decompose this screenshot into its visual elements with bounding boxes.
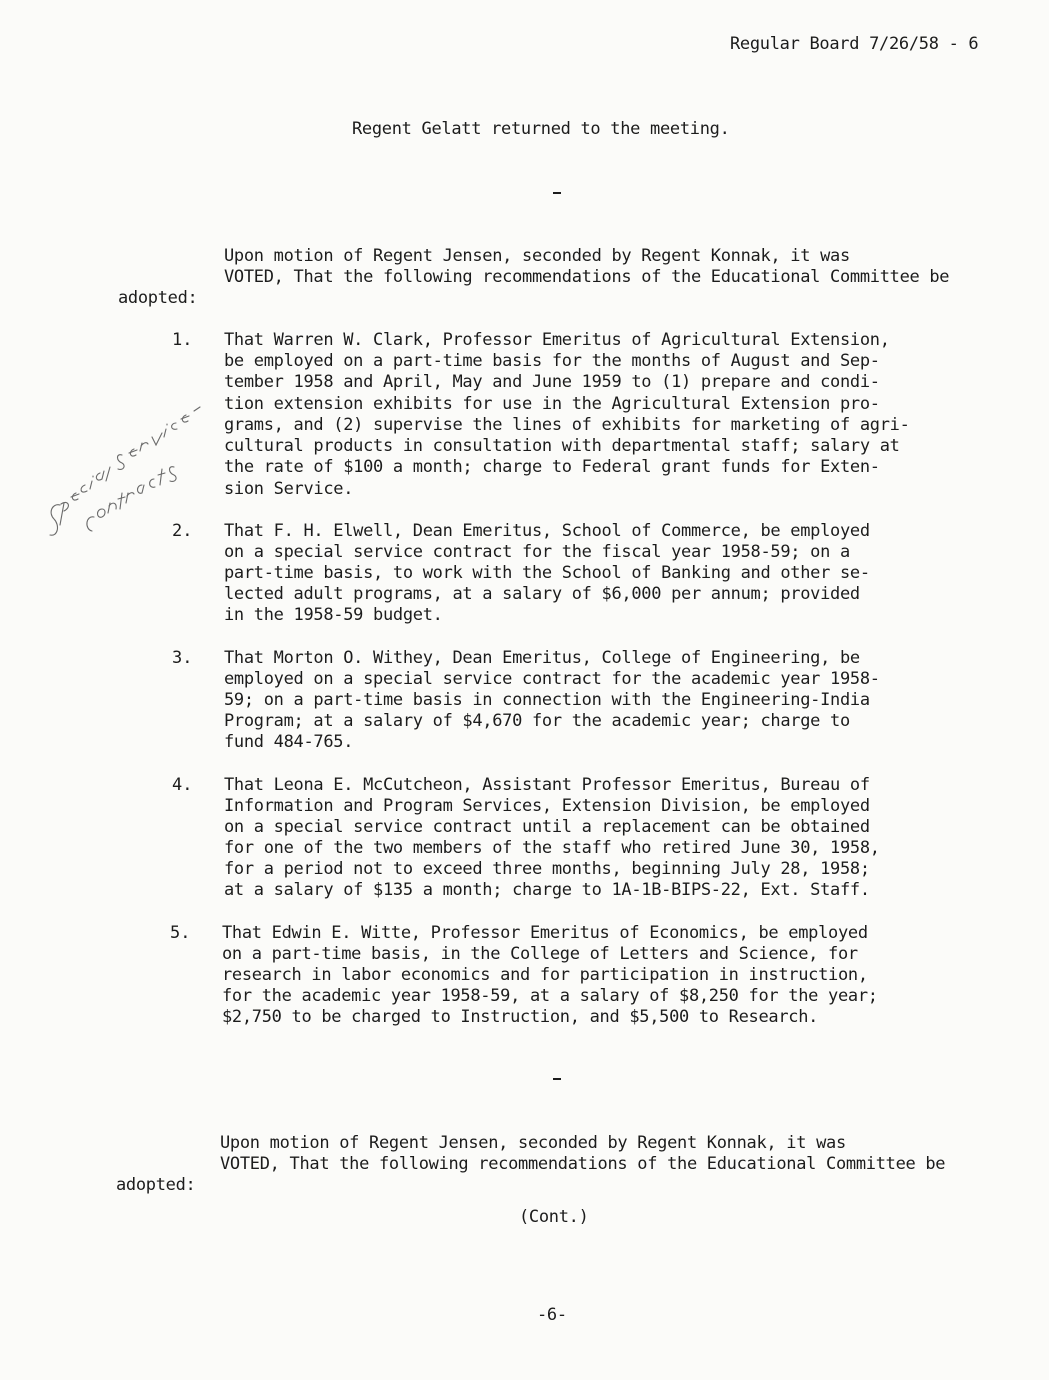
motion-2-line-1: Upon motion of Regent Jensen, seconded by Regent Konnak, it was xyxy=(220,1133,846,1153)
separator-dash xyxy=(553,1078,561,1080)
item-1-line: That Warren W. Clark, Professor Emeritus of Agricultural Extension, xyxy=(224,330,890,350)
item-1-line: be employed on a part-time basis for the months of August and Sep- xyxy=(224,351,880,371)
item-2-line: That F. H. Elwell, Dean Emeritus, School of Commerce, be employed xyxy=(224,521,870,541)
item-5-line: $2,750 to be charged to Instruction, and $5,500 to Research. xyxy=(222,1007,819,1027)
item-4-line: on a special service contract until a replacement can be obtained xyxy=(224,817,870,837)
handwritten-margin-note xyxy=(30,385,210,585)
separator-dash xyxy=(553,192,561,194)
item-3-line: fund 484-765. xyxy=(224,732,354,752)
item-3-line: That Morton O. Withey, Dean Emeritus, College of Engineering, be xyxy=(224,648,860,668)
item-5-line: for the academic year 1958-59, at a salary of $8,250 for the year; xyxy=(222,986,878,1006)
item-1-line: tion extension exhibits for use in the Agricultural Extension pro- xyxy=(224,394,880,414)
item-4-line: That Leona E. McCutcheon, Assistant Professor Emeritus, Bureau of xyxy=(224,775,870,795)
item-4-number: 4. xyxy=(172,775,193,795)
motion-1-line-1: Upon motion of Regent Jensen, seconded by Regent Konnak, it was xyxy=(224,246,850,266)
item-4-line: for one of the two members of the staff who retired June 30, 1958, xyxy=(224,838,880,858)
item-4-line: Information and Program Services, Extension Division, be employed xyxy=(224,796,870,816)
item-1-line: cultural products in consultation with departmental staff; salary at xyxy=(224,436,900,456)
page-number: -6- xyxy=(537,1305,567,1325)
item-1-line: the rate of $100 a month; charge to Federal grant funds for Exten- xyxy=(224,457,880,477)
item-4-line: at a salary of $135 a month; charge to 1A-1B-BIPS-22, Ext. Staff. xyxy=(224,880,870,900)
item-3-line: Program; at a salary of $4,670 for the academic year; charge to xyxy=(224,711,850,731)
item-1-line: sion Service. xyxy=(224,479,354,499)
motion-2-line-3: adopted: xyxy=(116,1175,196,1195)
item-2-line: on a special service contract for the fiscal year 1958-59; on a xyxy=(224,542,850,562)
item-4-line: for a period not to exceed three months, beginning July 28, 1958; xyxy=(224,859,870,879)
motion-2-line-2: VOTED, That the following recommendations of the Educational Committee be xyxy=(220,1154,946,1174)
item-5-line: research in labor economics and for participation in instruction, xyxy=(222,965,868,985)
item-2-line: in the 1958-59 budget. xyxy=(224,605,443,625)
item-5-line: on a part-time basis, in the College of Letters and Science, for xyxy=(222,944,858,964)
continued-marker: (Cont.) xyxy=(519,1207,589,1227)
item-3-line: employed on a special service contract for the academic year 1958- xyxy=(224,669,880,689)
item-3-line: 59; on a part-time basis in connection with the Engineering-India xyxy=(224,690,870,710)
item-3-number: 3. xyxy=(172,648,193,668)
motion-1-line-3: adopted: xyxy=(118,288,198,308)
item-2-number: 2. xyxy=(172,521,193,541)
page-header-reference: Regular Board 7/26/58 - 6 xyxy=(730,34,979,54)
item-1-number: 1. xyxy=(172,330,193,350)
item-2-line: lected adult programs, at a salary of $6,000 per annum; provided xyxy=(224,584,860,604)
item-2-line: part-time basis, to work with the School of Banking and other se- xyxy=(224,563,870,583)
item-1-line: grams, and (2) supervise the lines of exhibits for marketing of agri- xyxy=(224,415,910,435)
item-5-number: 5. xyxy=(170,923,191,943)
item-1-line: tember 1958 and April, May and June 1959 to (1) prepare and condi- xyxy=(224,372,880,392)
item-5-line: That Edwin E. Witte, Professor Emeritus of Economics, be employed xyxy=(222,923,868,943)
motion-1-line-2: VOTED, That the following recommendations of the Educational Committee be xyxy=(224,267,950,287)
intro-line: Regent Gelatt returned to the meeting. xyxy=(352,119,730,139)
